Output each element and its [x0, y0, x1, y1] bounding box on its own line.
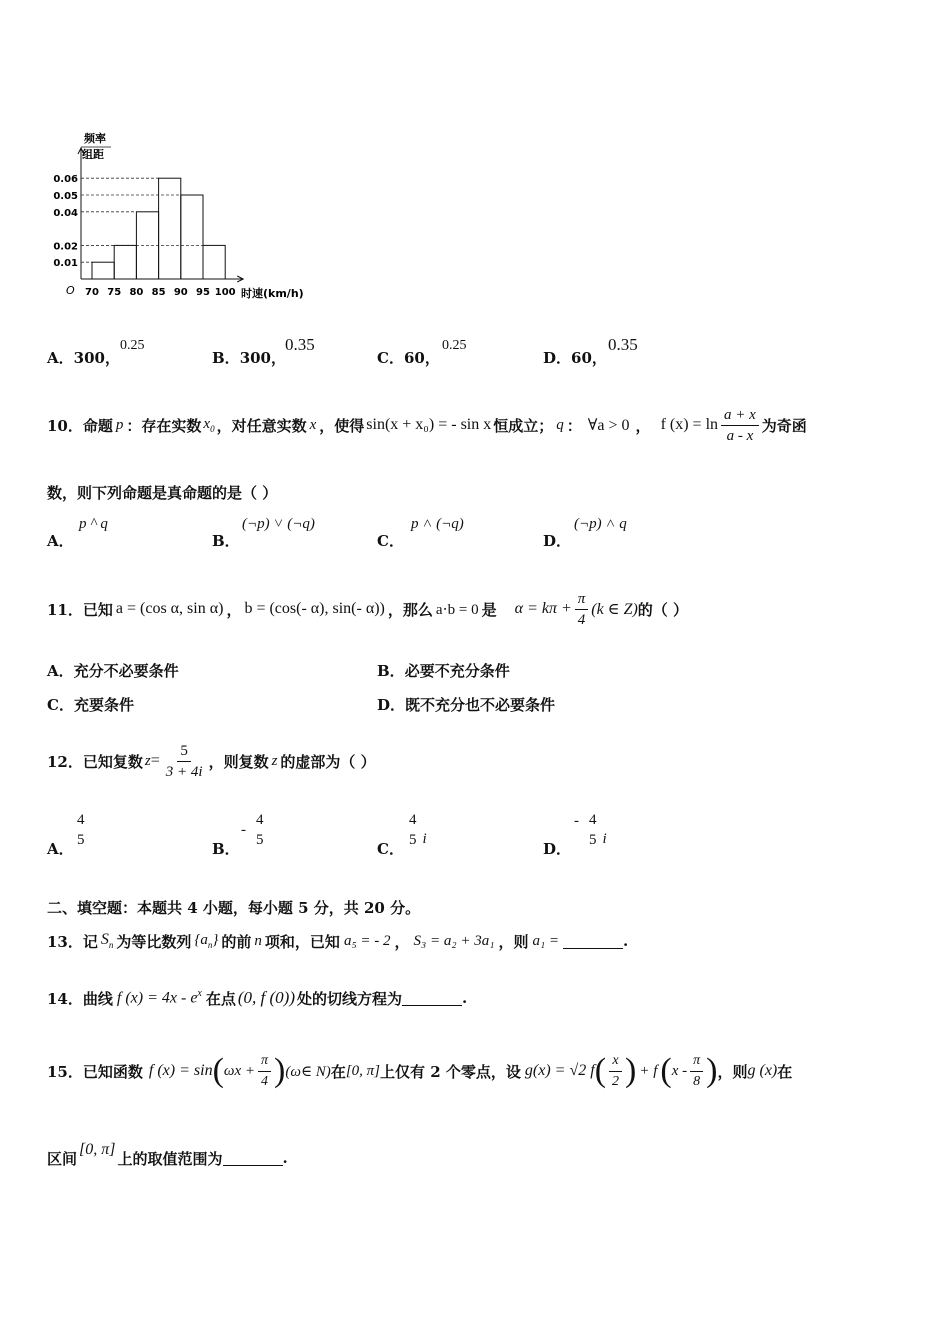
q15-answer-blank[interactable]: [223, 1151, 283, 1166]
q11-option-d[interactable]: D．既不充分也不必要条件: [377, 696, 556, 714]
q12-option-a-value: 4 5: [77, 812, 85, 848]
q11-option-c[interactable]: C．充要条件: [47, 696, 134, 714]
q9-option-c[interactable]: C．60，: [377, 349, 440, 367]
q13-answer-blank[interactable]: [563, 934, 623, 949]
q11-option-a[interactable]: A．充分不必要条件: [47, 662, 179, 680]
y-tick-label: 0.04: [53, 207, 78, 219]
q12-option-b[interactable]: B．: [212, 840, 240, 858]
q10-stem-line2: 数，则下列命题是真命题的是（ ）: [47, 484, 278, 502]
q9-option-d[interactable]: D．60，: [543, 349, 607, 367]
q15-stem: 15． 已知函数 f (x) = sin ( ωx + $\frac{\pi}{4}$ ) (ω∈ N) 在 [0, π] 上仅有 2 个零点，设 g(x) = √2 f ( $\frac{x}{2}$ ) + f ( x - $\frac{\pi}{8}$ ) ，则 g (x) 在: [47, 1052, 793, 1089]
q10-option-a[interactable]: A．: [47, 532, 74, 550]
q14-answer-blank[interactable]: [402, 991, 462, 1006]
x-tick-label: 70: [85, 287, 99, 298]
q11-stem: 11． 已知 a = (cos α, sin α) ， b = (cos(- α), sin(- α)) ，那么 a⋅b = 0 是 α = kπ + $\frac{\pi}{4}$ (k ∈ Z) 的（ ）: [47, 590, 689, 628]
histogram-bar: [92, 262, 114, 279]
x-tick-label: 75: [107, 287, 122, 298]
q13-stem: 13． 记 $S_n$ 为等比数列 $\{a_n\}$ 的前 n 项和，已知 a₅ = - 2 ， S₃ = a₂ + 3a₁ ，则 a₁ = .: [47, 931, 629, 951]
q11-option-b[interactable]: B．必要不充分条件: [377, 662, 510, 680]
x-axis-label: 时速(km/h): [241, 287, 304, 300]
q12-option-a[interactable]: A．: [47, 840, 74, 858]
y-tick-label: 0.02: [53, 241, 78, 253]
q10-option-c-expr: p ˄ (¬q): [411, 516, 464, 532]
histogram-bar: [159, 178, 181, 279]
q15-stem-line2: 区间 [0, π] 上的取值范围为 .: [47, 1141, 288, 1168]
q9-option-a-freq: 0.25: [120, 338, 145, 353]
x-tick-label: 95: [196, 287, 210, 298]
q9-option-c-freq: 0.25: [442, 338, 467, 353]
q10-option-b-expr: (¬p) ˅ (¬q): [242, 516, 315, 532]
y-tick-label: 0.05: [53, 191, 78, 202]
x-tick-label: 100: [214, 287, 236, 298]
q9-option-b-freq: 0.35: [285, 335, 315, 354]
q10-option-d-expr: (¬p) ˄ q: [574, 516, 627, 532]
section-2-heading: 二、填空题：本题共 4 小题，每小题 5 分，共 20 分。: [47, 899, 421, 917]
y-label-top: 频率: [84, 132, 106, 145]
q12-option-c[interactable]: C．: [377, 840, 404, 858]
x-tick-label: 80: [129, 287, 144, 298]
histogram-bar: [203, 245, 225, 279]
q9-option-d-freq: 0.35: [608, 335, 638, 354]
x-tick-label: 90: [173, 287, 188, 298]
histogram-bar: [181, 195, 203, 279]
y-label-bottom: 组距: [82, 148, 104, 161]
q12-stem: 12． 已知复数 z = $\frac{5}{3 + 4i}$ ，则复数 z 的虚部为（ ）: [47, 742, 376, 780]
q10-stem: 10． 命题 p ：存在实数 $x_0$ ，对任意实数 x ，使得 sin(x + x₀) = - sin x 恒成立； q ： ∀a > 0 ， f (x) = ln $\frac{a + x}{a - x}$ 为奇函: [47, 406, 807, 444]
q12-option-c-value: 4 5 i: [409, 812, 427, 848]
q10-option-d[interactable]: D．: [543, 532, 572, 550]
q12-option-d[interactable]: D．: [543, 840, 572, 858]
q9-option-b[interactable]: B．300，: [212, 349, 286, 367]
y-tick-label: 0.01: [53, 258, 78, 270]
q10-options: [47, 512, 747, 552]
origin-label: O: [66, 284, 75, 297]
q10-option-a-expr: p ^ q: [79, 516, 108, 532]
y-tick-label: 0.06: [53, 174, 78, 186]
q9-option-a[interactable]: A．300，: [47, 349, 120, 367]
q12-option-d-value: - 4 5 i: [574, 812, 607, 848]
histogram-bar: [114, 245, 136, 279]
q14-stem: 14． 曲线 f $(x) = 4x - e^x$ 在点 (0, f (0)) 处的切线方程为 .: [47, 988, 468, 1008]
frequency-histogram: [45, 128, 375, 308]
x-tick-label: 85: [151, 287, 166, 298]
q10-option-b[interactable]: B．: [212, 532, 240, 550]
q12-options: [47, 810, 747, 860]
q12-option-b-value: - 4 5: [241, 812, 264, 848]
q10-option-c[interactable]: C．: [377, 532, 404, 550]
